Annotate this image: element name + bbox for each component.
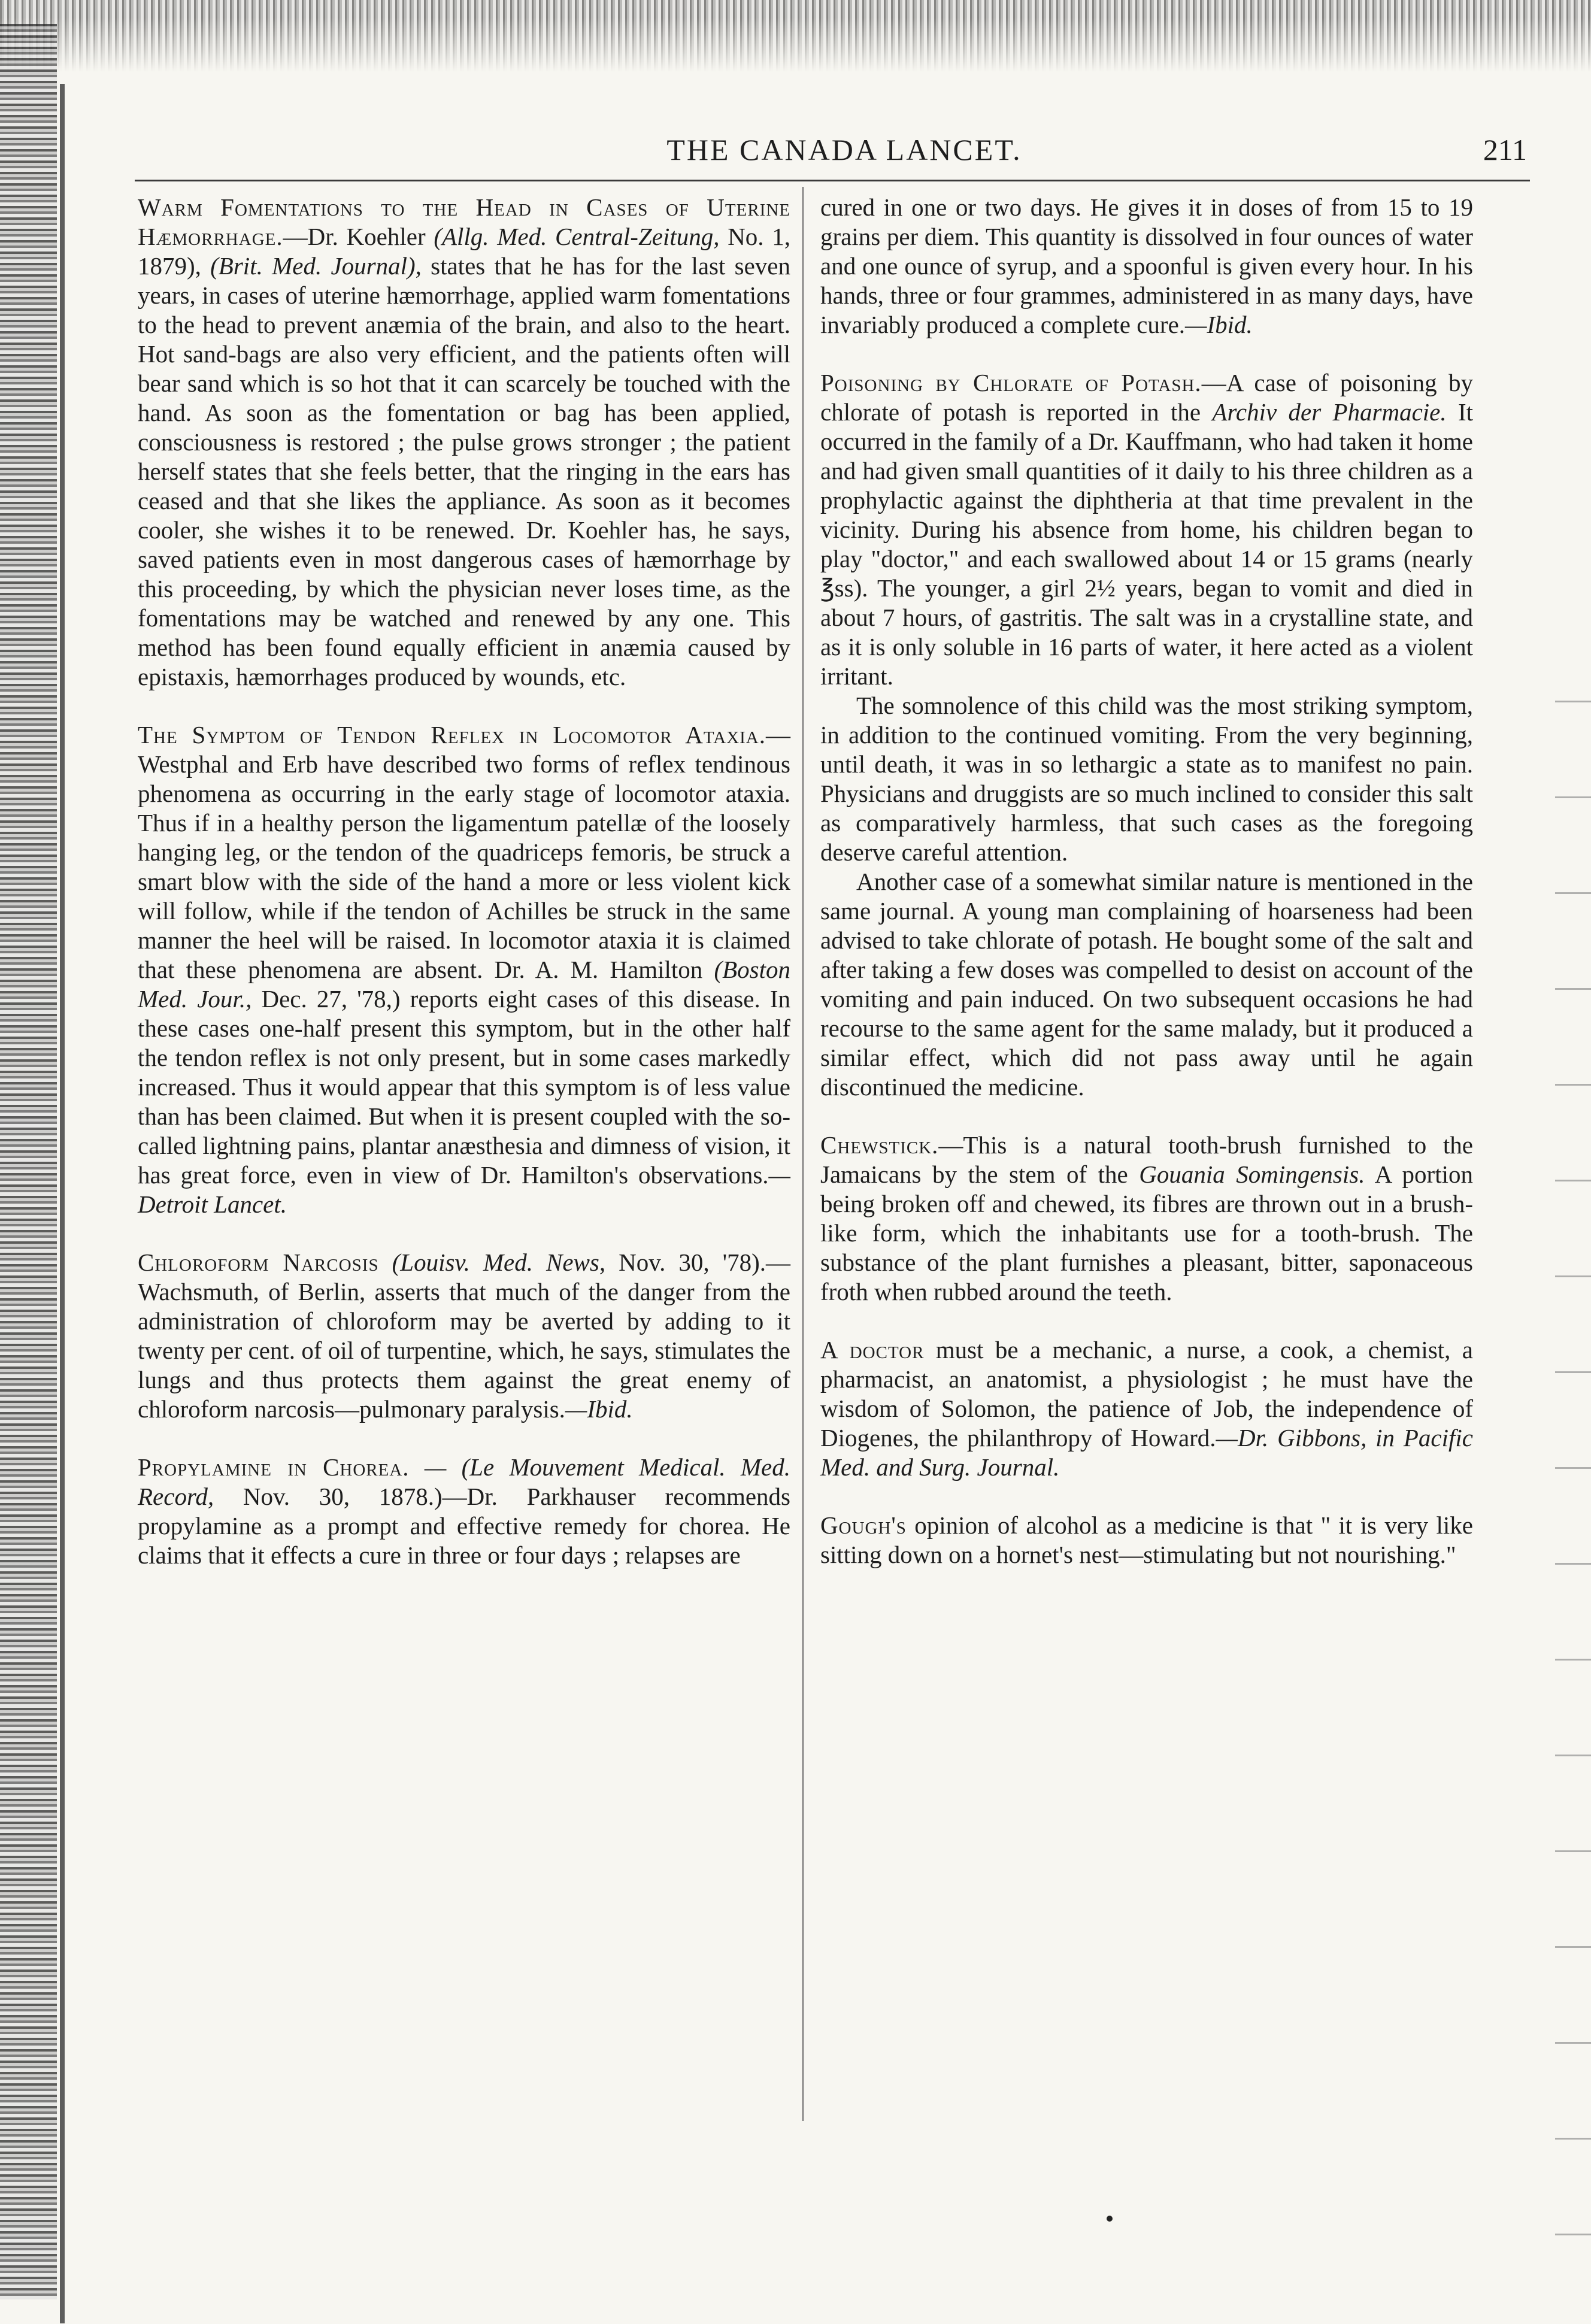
article-source: Gouania Somingensis. [1139, 1161, 1365, 1188]
article-body: Dec. 27, '78,) reports eight cases of this disease. In these cases one-half present this symptom, but in the other half the tendon reflex is not only present, but in some cases markedly increased. Thus it would appear that this symptom is of less value than has been claimed. But when it is present coupled with the so-called lightning pains, plantar anæsthesia and dimness of vision, it has great force, even in view of Dr. Hamilton's observations. [138, 985, 790, 1189]
article-paragraph: The somnolence of this child was the most striking symptom, in addition to the continued vomiting. From the very beginning, until death, it was in so lethargic a state as to manifest no pain. Physicians and druggists are so much inclined to consider this salt as comparatively harmless, that such cases as the foregoing deserve careful attention. [820, 692, 1473, 866]
article-source: (Allg. Med. Central-Zeitung, [434, 223, 720, 250]
article-heading: Chewstick. [820, 1131, 939, 1159]
article-source: (Brit. Med. Journal), [210, 252, 422, 280]
journal-title: THE CANADA LANCET. [666, 133, 1022, 166]
article-chewstick [820, 1131, 1473, 1307]
article-credit: —Ibid. [565, 1395, 633, 1423]
article-a-doctor [820, 1335, 1473, 1482]
article-propylamine [138, 1453, 790, 1570]
article-paragraph: Another case of a somewhat similar nature is mentioned in the same journal. A young man complaining of hoarseness had been advised to take chlorate of potash. He bought some of the salt and after taking a few doses was compelled to desist on account of the vomiting and pain induced. On two subsequent occasions he had recourse to the same agent for the same malady, but it produced a similar effect, which did not pass away until he again discontinued the medicine. [820, 868, 1473, 1101]
article-propylamine-continued [820, 193, 1473, 340]
article-source-issue: No. 1, 1879), [138, 223, 790, 280]
stray-print-mark [1107, 2216, 1113, 2222]
article-body: —Westphal and Erb have described two forms of reflex tendinous phenomena as occurring in the early stage of locomotor ataxia. Thus if in a healthy person the ligamentum patellæ of the loosely hanging leg, or the tendon of the quadriceps femoris, be struck a smart blow with the side of the hand a more or less violent kick will follow, while if the tendon of Achilles be struck in the same manner the heel will be raised. In locomotor ataxia it is claimed that these phenomena are absent. Dr. A. M. Hamilton [138, 721, 790, 983]
article-chlorate-poisoning [820, 368, 1473, 1102]
scan-edge-top [0, 0, 1591, 72]
left-column [138, 193, 790, 1599]
article-source: (Louisv. Med. News, [392, 1249, 606, 1276]
article-credit: —Detroit Lancet. [138, 1161, 790, 1218]
column-divider [802, 187, 804, 2121]
article-heading: Gough's [820, 1511, 907, 1539]
binding-rule [60, 84, 65, 2323]
article-source: (Boston Med. Jour., [138, 956, 790, 1013]
right-column [820, 193, 1473, 1598]
article-tendon-reflex [138, 720, 790, 1219]
article-source: Archiv der Pharmacie. [1212, 398, 1447, 426]
article-heading: Warm Fomentations to the Head in Cases of Uterine Hæmorrhage. [138, 193, 790, 250]
article-body: opinion of alcohol as a medicine is that " it is very like sitting down on a hornet's nest—stimulating but not nourishing." [820, 1511, 1473, 1568]
article-heading: Propylamine in Chorea. [138, 1453, 410, 1481]
article-heading: Poisoning by Chlorate of Potash. [820, 369, 1202, 396]
article-credit: —Ibid. [1185, 311, 1253, 338]
article-body: —A case of poisoning by chlorate of potash is reported in the [820, 369, 1473, 426]
article-body: cured in one or two days. He gives it in doses of from 15 to 19 grains per diem. This quantity is dissolved in four ounces of water and one ounce of syrup, and a spoonful is given every hour. In his hands, three or four grammes, administered in as many days, have invariably produced a complete cure. [820, 193, 1473, 338]
article-author: —Dr. Koehler [283, 223, 426, 250]
article-body: Nov. 30, 1878.)—Dr. Parkhauser recommends propylamine as a prompt and effective remedy for chorea. He claims that it effects a cure in three or four days ; relapses are [138, 1483, 790, 1569]
article-body: states that he has for the last seven years, in cases of uterine hæmorrhage, applied warm fomentations to the head to prevent anæmia of the brain, and also to the heart. Hot sand-bags are also very efficient, and the patients often will bear sand which is so hot that it can scarcely be touched with the hand. As soon as the fomentation or bag has been applied, consciousness is restored ; the pulse grows stronger ; the patient herself states that she feels better, that the ringing in the ears has ceased and that she likes the appliance. As soon as it becomes cooler, she wishes it to be renewed. Dr. Koehler has, he says, saved patients even in most dangerous cases of hæmorrhage by this proceeding, by which the physician never loses time, as the fomentations may be watched and renewed by any one. This method has been found equally efficient in anæmia caused by epistaxis, hæmorrhages produced by wounds, etc. [138, 252, 790, 690]
article-body: It occurred in the family of a Dr. Kauffmann, who had taken it home and had given small quantities of it daily to his three children as a prophylactic against the diphtheria at that time prevalent in the vicinity. During his absence from home, his children began to play "doctor," and each swallowed about 14 or 15 grams (nearly ℥ss). The younger, a girl 2½ years, began to vomit and died in about 7 hours, of gastritis. The salt was in a crystalline state, and as it is only soluble in 16 parts of water, it here acted as a violent irritant. [820, 398, 1473, 690]
article-heading: The Symptom of Tendon Reflex in Locomotor Ataxia. [138, 721, 766, 749]
page-header [162, 129, 1527, 177]
scan-binding-edge [0, 24, 57, 2299]
page-number: 211 [1483, 133, 1527, 166]
article-body: must be a mechanic, a nurse, a cook, a chemist, a pharmacist, an anatomist, a physiologist ; he must have the wisdom of Solomon, the patience of Job, the independence of Diogenes, the philanthropy of Howard. [820, 1336, 1473, 1452]
article-gough [820, 1511, 1473, 1569]
article-heading: Chloroform Narcosis [138, 1249, 379, 1276]
article-source: — (Le Mouvement Medical. Med. Record, [138, 1453, 790, 1510]
article-warm-fomentations [138, 193, 790, 692]
article-heading: A doctor [820, 1336, 925, 1364]
article-chloroform-narcosis [138, 1248, 790, 1424]
article-body: Nov. 30, '78).—Wachsmuth, of Berlin, asserts that much of the danger from the administration of chloroform may be averted by adding to it twenty per cent. of oil of turpentine, which, he says, stimulates the lungs and thus protects them against the great enemy of chloroform narcosis—pulmonary paralysis. [138, 1249, 790, 1423]
article-body: A portion being broken off and chewed, its fibres are thrown out in a brush-like form, which the inhabitants use for a tooth-brush. The substance of the plant furnishes a pleasant, bitter, saponaceous froth when rubbed around the teeth. [820, 1161, 1473, 1305]
article-body: —This is a natural tooth-brush furnished to the Jamaicans by the stem of the [820, 1131, 1473, 1188]
article-credit: —Dr. Gibbons, in Pacific Med. and Surg. Journal. [820, 1424, 1474, 1481]
scan-edge-right [1555, 659, 1591, 2275]
header-rule [135, 180, 1530, 181]
